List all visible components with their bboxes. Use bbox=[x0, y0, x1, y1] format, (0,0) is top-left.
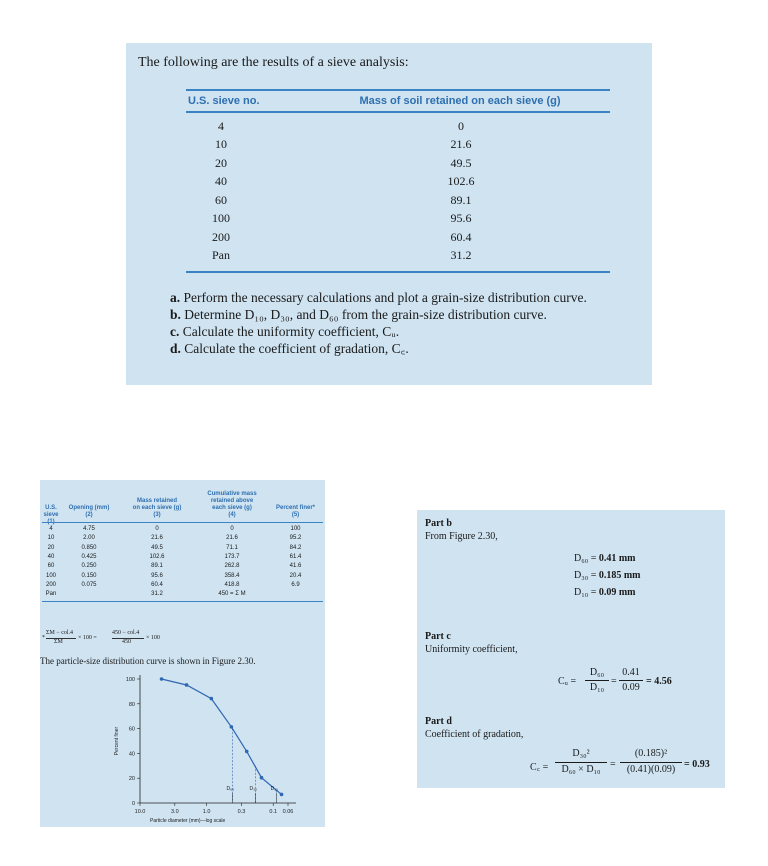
y-tick-label: 20 bbox=[128, 776, 135, 783]
y-axis-label: Percent finer bbox=[114, 726, 120, 756]
formula-den2: 450 bbox=[122, 639, 131, 645]
x-tick-label: 0.3 bbox=[237, 809, 246, 815]
sol-col-header-line: Percent finer* bbox=[275, 505, 315, 511]
sol-cell: 60 bbox=[47, 563, 55, 570]
table-row bbox=[186, 247, 610, 266]
sieve-no-cell: 200 bbox=[212, 229, 230, 244]
cu-num1: D₆₀ bbox=[589, 667, 605, 678]
cu-den1: D₁₀ bbox=[589, 682, 605, 693]
col-header-sieve: U.S. sieve no. bbox=[188, 95, 260, 107]
formula-den1: ΣM bbox=[54, 639, 63, 645]
table-rule bbox=[42, 601, 323, 602]
cu-lhs: Cᵤ = bbox=[558, 676, 577, 687]
formula-lead: * bbox=[42, 635, 45, 641]
task-d: d. Calculate the coefficient of gradation, C꜀. bbox=[170, 341, 409, 356]
col-header-mass: Mass of soil retained on each sieve (g) bbox=[359, 95, 561, 107]
x-tick-label: 0.1 bbox=[269, 809, 278, 815]
sieve-no-cell: 10 bbox=[215, 137, 227, 152]
y-tick-label: 80 bbox=[128, 701, 135, 708]
sol-col-header bbox=[268, 505, 323, 519]
sol-cell: 41.6 bbox=[289, 563, 302, 570]
sol-col-header-line: Mass retained bbox=[136, 498, 178, 504]
sol-col-header-line: U.S. sieve bbox=[43, 505, 59, 518]
fraction-bar bbox=[620, 762, 682, 763]
cc-result: = 0.93 bbox=[684, 759, 710, 770]
mass-cell: 95.6 bbox=[450, 211, 472, 226]
sol-col-header-line: on each sieve (g) bbox=[132, 505, 182, 511]
sol-cell: 0.150 bbox=[81, 572, 97, 579]
fraction-bar bbox=[585, 680, 609, 681]
sieve-table bbox=[186, 89, 610, 273]
sol-cell: 20.4 bbox=[289, 572, 302, 579]
y-tick-label: 40 bbox=[128, 751, 135, 758]
mass-cell: 89.1 bbox=[450, 192, 472, 207]
sol-cell: 0.075 bbox=[81, 581, 97, 588]
cu-eq: = bbox=[611, 676, 617, 687]
sol-col-header-line: retained above bbox=[210, 498, 254, 504]
table-rule bbox=[42, 522, 323, 523]
sol-cell: 0.850 bbox=[81, 544, 97, 551]
formula-mid2: × 100 bbox=[146, 635, 160, 641]
x-tick-label: 3.0 bbox=[171, 809, 179, 815]
formula-num2: 450 − col.4 bbox=[112, 630, 140, 636]
sol-cell: 0.425 bbox=[81, 553, 97, 560]
sol-cell: Pan bbox=[45, 591, 57, 598]
sol-cell: 95.2 bbox=[289, 535, 302, 542]
sol-cell: 31.2 bbox=[151, 591, 163, 598]
mass-cell: 60.4 bbox=[450, 229, 472, 244]
sieve-no-cell: 60 bbox=[215, 192, 227, 207]
sol-col-header-line: (5) bbox=[291, 512, 300, 518]
cc-den2: (0.41)(0.09) bbox=[626, 764, 676, 775]
formula-mid1: × 100 = bbox=[78, 635, 97, 641]
cc-eq: = bbox=[610, 759, 616, 770]
task-list bbox=[170, 289, 640, 357]
table-row bbox=[186, 117, 610, 136]
d60-value: D₆₀ = 0.41 mm bbox=[574, 553, 636, 564]
data-point bbox=[260, 776, 264, 780]
d-marker-label: D₁₀ bbox=[270, 786, 278, 792]
sol-col-header-line: (4) bbox=[228, 512, 236, 518]
sol-col-header bbox=[196, 491, 268, 519]
cc-lhs: C꜀ = bbox=[530, 762, 549, 773]
x-tick-label: 0.06 bbox=[282, 809, 294, 815]
sol-cell: 100 bbox=[45, 572, 56, 579]
part-c-heading: Part c bbox=[425, 631, 451, 642]
sol-cell: 60.4 bbox=[151, 581, 163, 588]
sieve-no-cell: 4 bbox=[218, 118, 224, 133]
sol-cell: 100 bbox=[290, 526, 301, 532]
sol-col-header-line: (3) bbox=[153, 512, 161, 518]
solution-panel bbox=[40, 480, 325, 827]
sol-cell: 102.6 bbox=[149, 553, 165, 560]
sol-col-header bbox=[60, 505, 118, 519]
table-row bbox=[186, 173, 610, 192]
sol-cell: 418.8 bbox=[224, 581, 240, 588]
cu-num2: 0.41 bbox=[622, 667, 640, 678]
mass-cell: 31.2 bbox=[450, 248, 472, 263]
table-row bbox=[186, 154, 610, 173]
grain-size-chart bbox=[40, 668, 325, 827]
part-d-heading: Part d bbox=[425, 716, 452, 727]
sol-cell: 173.7 bbox=[224, 553, 240, 560]
data-point bbox=[280, 793, 284, 797]
parts-panel bbox=[417, 510, 725, 788]
cc-num2: (0.185)² bbox=[634, 748, 668, 759]
sieve-no-cell: 100 bbox=[212, 211, 230, 226]
x-tick-label: 10.0 bbox=[134, 809, 146, 815]
cu-den2: 0.09 bbox=[622, 682, 640, 693]
cc-den1: D₆₀ × D₁₀ bbox=[561, 764, 601, 775]
cu-result: = 4.56 bbox=[646, 676, 672, 687]
table-row bbox=[186, 191, 610, 210]
sol-col-header-line: Cumulative mass bbox=[207, 491, 257, 497]
part-c-text: Uniformity coefficient, bbox=[425, 644, 518, 655]
fraction-bar bbox=[555, 762, 607, 763]
sol-cell: 20 bbox=[47, 544, 55, 551]
sieve-no-cell: 40 bbox=[215, 174, 227, 189]
table-row bbox=[186, 210, 610, 229]
problem-intro: The following are the results of a sieve analysis: bbox=[138, 55, 409, 70]
y-tick-label: 60 bbox=[128, 726, 135, 733]
formula-num1: ΣM − col.4 bbox=[46, 630, 74, 636]
sol-cell: 6.9 bbox=[291, 581, 300, 588]
sol-cell: 4.75 bbox=[83, 526, 95, 532]
sieve-no-cell: 20 bbox=[215, 155, 227, 170]
d-marker-label: D₃₀ bbox=[249, 786, 258, 792]
sol-cell: 40 bbox=[47, 553, 55, 560]
data-point bbox=[210, 697, 214, 701]
x-tick-label: 1.0 bbox=[202, 809, 211, 815]
sol-col-header-line: Opening (mm) bbox=[68, 505, 110, 511]
x-axis-label: Particle diameter (mm)—log scale bbox=[150, 818, 226, 824]
mass-cell: 102.6 bbox=[447, 174, 475, 189]
mass-cell: 0 bbox=[458, 118, 464, 133]
cc-num1: D₃₀² bbox=[572, 748, 590, 759]
task-a: a. Perform the necessary calculations and plot a grain-size distribution curve. bbox=[170, 290, 587, 305]
sol-col-header-line: (2) bbox=[85, 512, 93, 518]
mass-cell: 21.6 bbox=[450, 137, 472, 152]
sol-cell: 358.4 bbox=[224, 572, 240, 579]
sol-cell: 84.2 bbox=[289, 544, 302, 551]
mass-cell: 49.5 bbox=[450, 155, 472, 170]
sol-cell: 200 bbox=[45, 581, 56, 588]
d30-value: D₃₀ = 0.185 mm bbox=[574, 570, 641, 581]
part-b-heading: Part b bbox=[425, 518, 452, 529]
data-point bbox=[230, 725, 234, 729]
d10-value: D₁₀ = 0.09 mm bbox=[574, 587, 636, 598]
data-point bbox=[160, 677, 164, 681]
y-tick-label: 100 bbox=[125, 677, 135, 683]
sol-cell: 89.1 bbox=[151, 563, 163, 570]
table-rule bbox=[186, 271, 610, 273]
curve-caption: The particle-size distribution curve is shown in Figure 2.30. bbox=[40, 656, 256, 666]
part-b-text: From Figure 2.30, bbox=[425, 531, 498, 542]
table-row bbox=[186, 228, 610, 247]
sieve-no-cell: Pan bbox=[212, 248, 230, 263]
d-marker-label: D₆₀ bbox=[226, 786, 235, 792]
sol-cell: 61.4 bbox=[289, 553, 302, 560]
sol-cell: 2.00 bbox=[83, 535, 95, 542]
sol-cell: 71.1 bbox=[226, 544, 238, 551]
part-d-text: Coefficient of gradation, bbox=[425, 729, 524, 740]
sol-cell: 49.5 bbox=[151, 544, 163, 551]
table-row bbox=[186, 136, 610, 155]
data-point bbox=[245, 750, 249, 754]
table-body bbox=[186, 113, 610, 265]
sol-cell: 0.250 bbox=[81, 563, 97, 570]
task-c: c. Calculate the uniformity coefficient, Cᵤ. bbox=[170, 324, 400, 339]
grain-size-curve bbox=[162, 679, 282, 794]
sol-cell: 95.6 bbox=[151, 572, 163, 579]
table-header bbox=[186, 91, 610, 111]
sol-cell: 21.6 bbox=[151, 535, 163, 542]
problem-panel bbox=[126, 43, 652, 385]
sol-cell: 4 bbox=[49, 526, 53, 532]
sol-col-header bbox=[118, 498, 196, 519]
sol-cell: 21.6 bbox=[226, 535, 238, 542]
fraction-bar bbox=[619, 680, 643, 681]
sol-col-header-line: each sieve (g) bbox=[212, 505, 252, 511]
sol-cell: 0 bbox=[230, 526, 234, 532]
y-tick-label: 0 bbox=[131, 801, 135, 807]
sol-cell: 10 bbox=[47, 535, 55, 542]
sol-cell: 262.8 bbox=[224, 563, 240, 570]
sol-cell: 450 = Σ M bbox=[218, 591, 246, 598]
sol-cell: 0 bbox=[155, 526, 159, 532]
data-point bbox=[185, 683, 189, 687]
task-b: b. Determine D₁₀, D₃₀, and D₆₀ from the grain-size distribution curve. bbox=[170, 307, 547, 322]
